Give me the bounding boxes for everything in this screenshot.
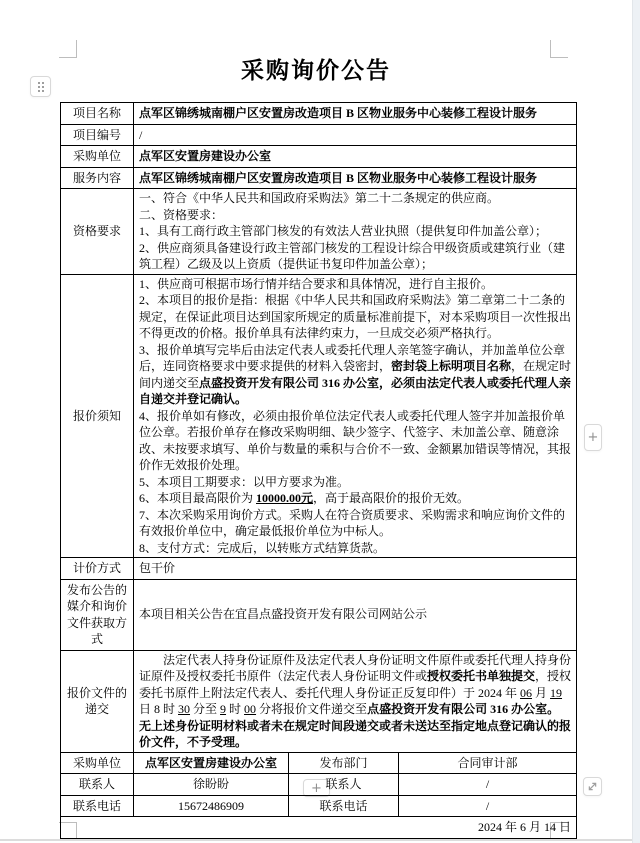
table-row xyxy=(61,650,577,752)
row-label: 联系人 xyxy=(61,774,134,796)
table-row xyxy=(61,103,577,125)
row-label: 采购单位 xyxy=(61,146,134,168)
row-label: 联系人 xyxy=(289,774,399,796)
text-run: 点盛投资开发有限公司 316 办公室。无上述身份证明材料或者未在规定时间段递交或者未送达至指定地点登记确认的报价文件，不予受理。 xyxy=(139,702,572,749)
row-label: 项目编号 xyxy=(61,124,134,146)
paragraph xyxy=(139,540,571,557)
text-run: 8、支付方式：完成后，以转账方式结算货款。 xyxy=(139,540,386,555)
text-run: 日 8 时 xyxy=(139,702,179,716)
announcement-table xyxy=(60,102,577,839)
row-label: 发布部门 xyxy=(289,752,399,774)
plus-icon: + xyxy=(311,780,322,796)
row-label: 服务内容 xyxy=(61,167,134,189)
text-run: 点军区锦绣城南棚户区安置房改造项目 B 区物业服务中心装修工程设计服务 xyxy=(139,106,538,120)
table-row xyxy=(61,579,577,650)
row-label: 项目名称 xyxy=(61,103,134,125)
text-run: 1、供应商可根据市场行情并结合要求和具体情况，进行自主报价。 xyxy=(139,276,494,291)
text-run: 授权委托书单独提交 xyxy=(427,669,536,683)
row-value xyxy=(134,124,577,146)
text-run: 密封袋上标明项目名称 xyxy=(391,359,512,373)
table-row xyxy=(61,167,577,189)
text-run: 时 xyxy=(226,702,245,716)
paragraph xyxy=(139,240,571,273)
row-value xyxy=(134,274,577,558)
row-value xyxy=(134,167,577,189)
text-run: 30 xyxy=(178,702,191,716)
page-title: 采购询价公告 xyxy=(241,58,391,83)
text-run: 1、具有工商行政主管部门核发的有效法人营业执照（提供复印件加盖公章）； xyxy=(139,224,548,238)
paragraph xyxy=(139,507,571,540)
text-run: 6、本项目最高限价为 xyxy=(139,491,257,505)
text-run: 3、报价单填写完毕后由法定代表人或委托代理人亲笔签字确认，并加盖单位公章后，连同资格要求中要求提供的材料入袋密封， xyxy=(139,342,566,373)
add-column-button[interactable] xyxy=(584,424,602,451)
row-label: 联系电话 xyxy=(289,795,399,817)
text-run: 包干价 xyxy=(139,561,176,575)
text-run: 本项目相关公告在宜昌点盛投资开发有限公司网站公示 xyxy=(139,607,428,622)
text-run: 2、供应商须具备建设行政主管部门核发的工程设计综合甲级资质或建筑行业（建筑工程）乙级及以上资质（提供证书复印件加盖公章）； xyxy=(139,240,566,271)
page-bottom-edge xyxy=(0,839,632,841)
row-value: 徐盼盼 xyxy=(134,774,289,796)
text-run: 9 xyxy=(220,702,227,716)
text-run: / xyxy=(139,127,143,142)
paragraph xyxy=(139,292,571,342)
row-value xyxy=(134,558,577,580)
table-row xyxy=(61,817,577,839)
paragraph xyxy=(139,408,571,474)
row-value: / xyxy=(399,795,577,817)
paragraph xyxy=(139,207,571,224)
text-run: 法定代表人持身份证原件及法定代表人身份证明文件原件或委托代理人持身份证原件及授权委托书原件（法定代表人身份证明文件或 xyxy=(139,652,572,683)
text-run: 5、本项目工期要求：以甲方要求为准。 xyxy=(139,474,350,489)
row-value: 15672486909 xyxy=(134,795,289,817)
row-value: / xyxy=(399,774,577,796)
text-run: 06 xyxy=(520,685,533,700)
paragraph xyxy=(139,560,571,577)
paragraph xyxy=(139,652,571,751)
text-run: 二、资格要求： xyxy=(139,207,224,222)
table-row xyxy=(61,189,577,275)
row-label: 资格要求 xyxy=(61,189,134,275)
row-value xyxy=(134,146,577,168)
table-row xyxy=(61,774,577,796)
text-run: 一、符合《中华人民共和国政府采购法》第二十二条规定的供应商。 xyxy=(139,191,500,205)
text-run: 点军区锦绣城南棚户区安置房改造项目 B 区物业服务中心装修工程设计服务 xyxy=(139,170,538,185)
row-label: 发布公告的媒介和询价文件获取方式 xyxy=(61,579,134,650)
scrollbar-track[interactable] xyxy=(632,0,640,843)
paragraph xyxy=(139,606,571,623)
table-row xyxy=(61,795,577,817)
row-value xyxy=(134,650,577,752)
table-row xyxy=(61,274,577,558)
row-label: 计价方式 xyxy=(61,558,134,580)
text-run: ，授权委托书原件上附法定代表人、委托代理人身份证正反复印件）于 2024 年 xyxy=(139,669,572,700)
text-run: 点军区安置房建设办公室 xyxy=(139,149,272,163)
row-value xyxy=(134,189,577,275)
text-run: 10000.00元 xyxy=(256,491,314,505)
table-row xyxy=(61,124,577,146)
text-run: 点盛投资开发有限公司 316 办公室，必须由法定代表人或委托代理人亲自递交并登记确认。 xyxy=(139,375,572,406)
date-line: 2024 年 6 月 14 日 xyxy=(61,817,577,839)
row-label: 报价文件的递交 xyxy=(61,650,134,752)
text-run: ，高于最高限价的报价无效。 xyxy=(313,491,470,505)
row-value xyxy=(134,579,577,650)
text-run: 7、本次采购采用询价方式。采购人在符合资质要求、采购需求和响应询价文件的有效报价单位中，确定最低报价单位为中标人。 xyxy=(139,507,566,538)
paragraph xyxy=(139,474,571,491)
row-label: 联系电话 xyxy=(61,795,134,817)
table-row xyxy=(61,146,577,168)
text-run: 月 xyxy=(532,685,551,700)
text-run: 2、本项目的报价是指：根据《中华人民共和国政府采购法》第二章第二十二条的规定，在保证此项目达到国家所规定的质量标准前提下，对本采购项目一次性报出不得更改的价格。报价单具有法律约束力，一旦成交必须严格执行。 xyxy=(139,293,572,340)
text-run: 点军区安置房建设办公室 xyxy=(144,755,277,770)
text-run: 19 xyxy=(550,685,563,700)
row-label: 采购单位 xyxy=(61,752,134,774)
text-run: 00 xyxy=(244,702,257,716)
diagonal-resize-icon xyxy=(586,780,599,793)
table-row xyxy=(61,558,577,580)
row-value xyxy=(134,752,289,774)
text-run: 分至 xyxy=(190,702,221,716)
text-run: 4、报价单如有修改，必须由报价单位法定代表人或委托代理人签字并加盖报价单位公章。若报价单存在修改采购明细、缺少签字、代签字、未加盖公章、随意涂改、未按要求填写、单价与数量的乘积与合价不一致、金额累加错误等情况，其报价作无效报价处理。 xyxy=(139,408,572,472)
table-resize-handle[interactable] xyxy=(583,777,602,796)
table-row xyxy=(61,752,577,774)
paragraph xyxy=(139,276,571,293)
paragraph xyxy=(139,223,571,240)
row-label: 报价须知 xyxy=(61,274,134,558)
paragraph xyxy=(139,342,571,408)
row-value: 合同审计部 xyxy=(399,752,577,774)
text-run: 分将报价文件递交至 xyxy=(256,702,368,716)
row-value xyxy=(134,103,577,125)
paragraph xyxy=(139,490,571,507)
text-run: ，在规定时间内递交至 xyxy=(139,359,572,390)
paragraph xyxy=(139,190,571,207)
plus-icon: + xyxy=(587,430,599,445)
